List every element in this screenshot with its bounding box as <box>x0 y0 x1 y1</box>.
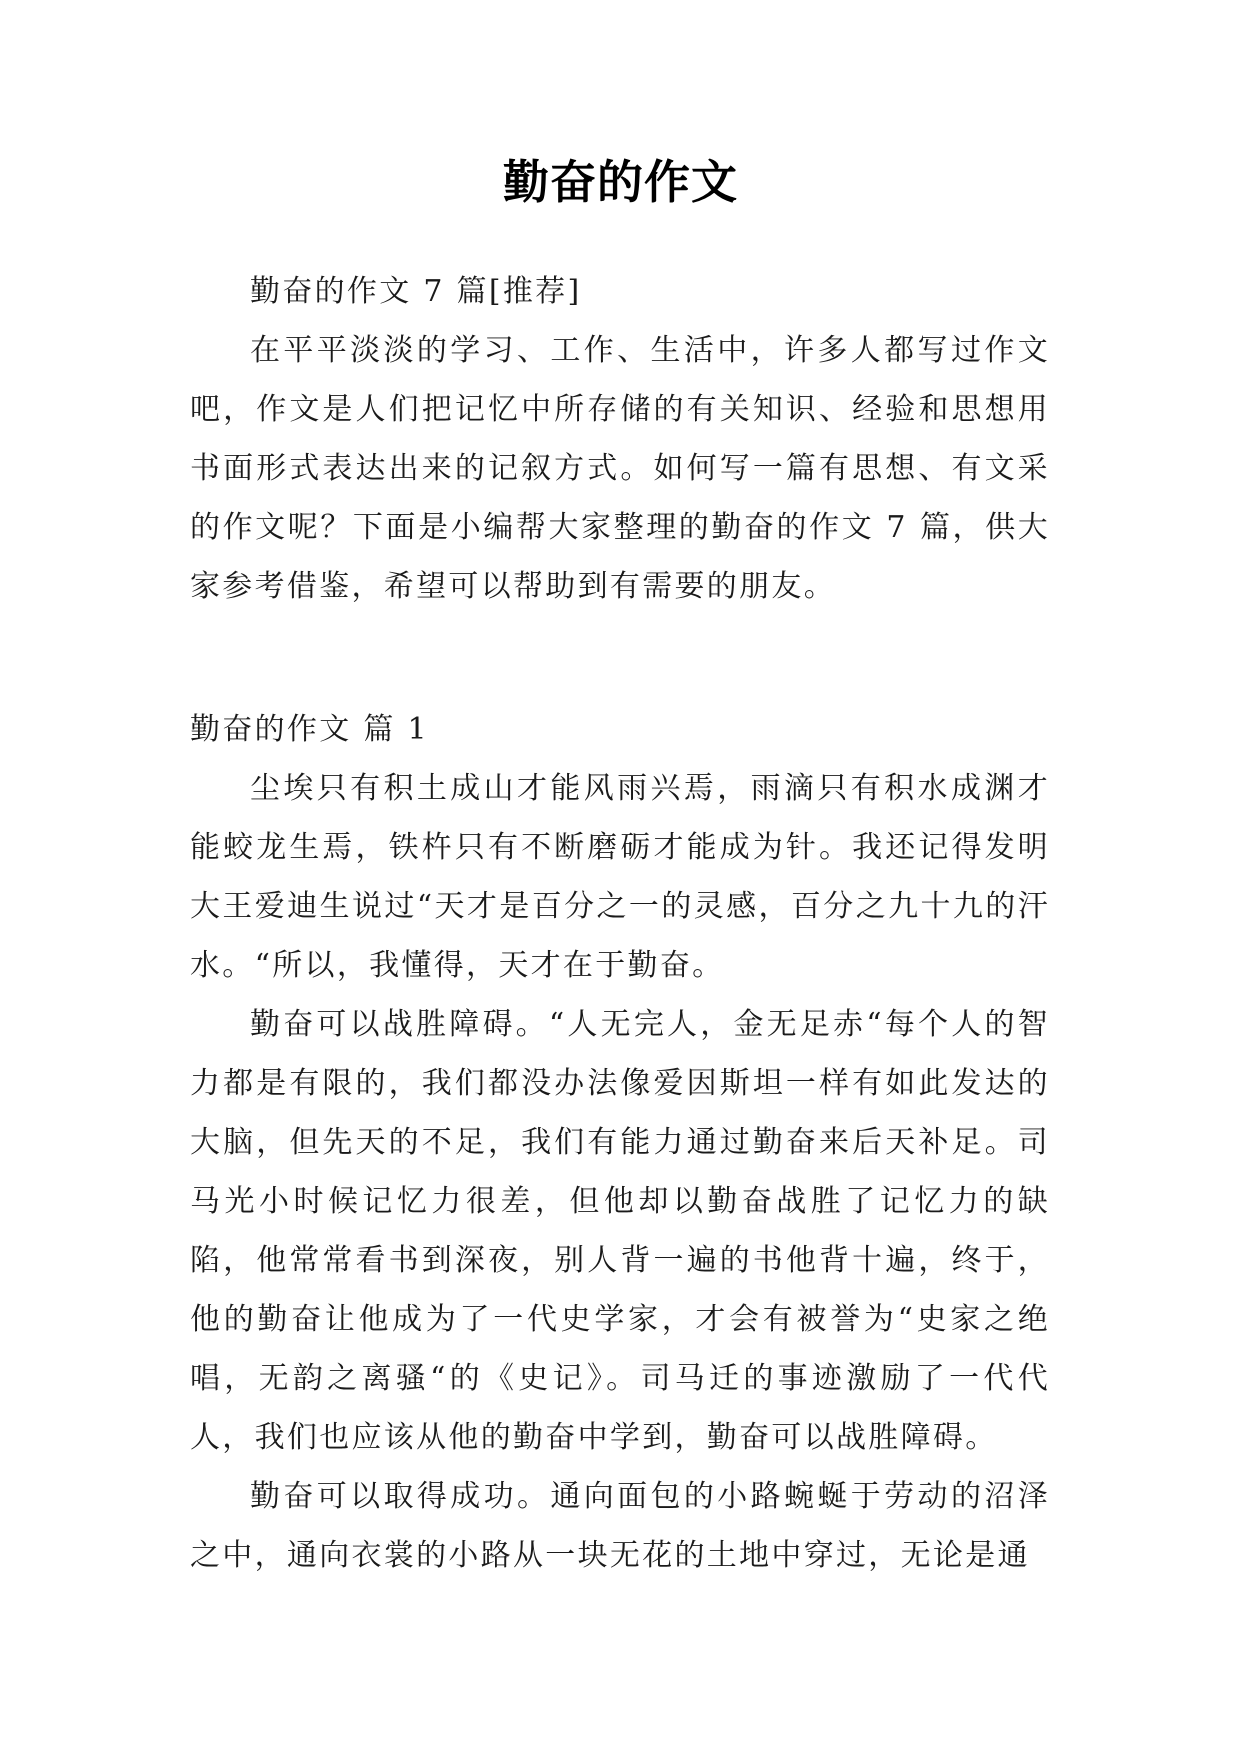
intro-paragraph: 在平平淡淡的学习、工作、生活中，许多人都写过作文吧，作文是人们把记忆中所存储的有关知识、经验和思想用书面形式表达出来的记叙方式。如何写一篇有思想、有文采的作文呢？下面是小编帮大家整理的勤奋的作文 7 篇，供大家参考借鉴，希望可以帮助到有需要的朋友。 <box>190 333 1050 604</box>
document-title: 勤奋的作文 <box>503 155 738 209</box>
intro-block <box>190 262 1050 616</box>
section-1 <box>190 700 1050 1585</box>
section-heading: 勤奋的作文 篇 1 <box>190 712 429 747</box>
body-paragraph: 勤奋可以取得成功。通向面包的小路蜿蜒于劳动的沼泽之中，通向衣裳的小路从一块无花的土地中穿过，无论是通 <box>190 1479 1050 1573</box>
document-subtitle: 勤奋的作文 7 篇[推荐] <box>250 274 582 309</box>
body-paragraph: 尘埃只有积土成山才能风雨兴焉，雨滴只有积水成渊才能蛟龙生焉，铁杵只有不断磨砺才能成为针。我还记得发明大王爱迪生说过“天才是百分之一的灵感，百分之九十九的汗水。“所以，我懂得，天才在于勤奋。 <box>190 771 1050 983</box>
body-paragraph: 勤奋可以战胜障碍。“人无完人，金无足赤“每个人的智力都是有限的，我们都没办法像爱因斯坦一样有如此发达的大脑，但先天的不足，我们有能力通过勤奋来后天补足。司马光小时候记忆力很差，但他却以勤奋战胜了记忆力的缺陷，他常常看书到深夜，别人背一遍的书他背十遍，终于，他的勤奋让他成为了一代史学家，才会有被誉为“史家之绝唱，无韵之离骚“的《史记》。司马迁的事迹激励了一代代人，我们也应该从他的勤奋中学到，勤奋可以战胜障碍。 <box>190 1007 1050 1455</box>
